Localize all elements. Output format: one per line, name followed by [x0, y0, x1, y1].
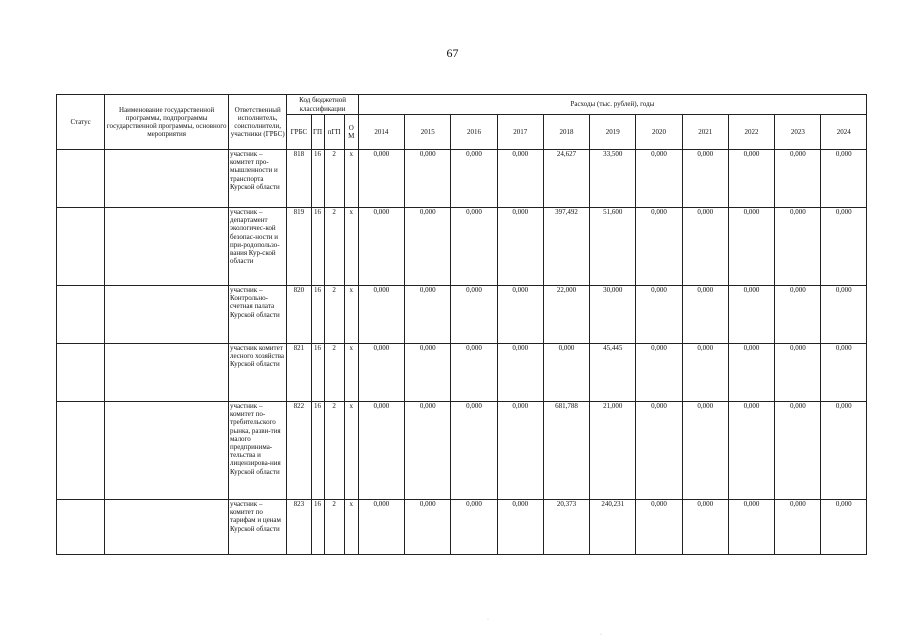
expense-cell-2014: 0,000 [358, 150, 404, 208]
scan-mark: · [600, 632, 602, 638]
grbs-cell: 821 [287, 344, 311, 402]
expense-cell-2018: 0,000 [543, 344, 589, 402]
header-expenses: Расходы (тыс. рублей), годы [358, 95, 866, 115]
pgp-cell: 2 [324, 344, 344, 402]
header-name: Наименование государственной программы, подпрограммы государственной программы, основного мероприятия [105, 95, 229, 150]
om-cell: х [344, 150, 358, 208]
om-cell: х [344, 208, 358, 286]
expense-cell-2020: 0,000 [636, 500, 682, 555]
pgp-cell: 2 [324, 286, 344, 344]
table-row [57, 344, 867, 402]
expense-cell-2016: 0,000 [451, 344, 497, 402]
expense-cell-2020: 0,000 [636, 150, 682, 208]
expense-cell-2022: 0,000 [728, 150, 774, 208]
expense-cell-2022: 0,000 [728, 402, 774, 500]
gp-cell: 16 [311, 286, 324, 344]
expense-cell-2020: 0,000 [636, 208, 682, 286]
expense-cell-2023: 0,000 [775, 286, 821, 344]
pgp-cell: 2 [324, 500, 344, 555]
expense-cell-2018: 20,373 [543, 500, 589, 555]
expense-cell-2014: 0,000 [358, 208, 404, 286]
header-year-2024: 2024 [821, 115, 867, 150]
expense-cell-2023: 0,000 [775, 344, 821, 402]
expense-cell-2020: 0,000 [636, 402, 682, 500]
expense-cell-2016: 0,000 [451, 286, 497, 344]
expense-cell-2018: 681,788 [543, 402, 589, 500]
expense-cell-2016: 0,000 [451, 208, 497, 286]
expense-cell-2018: 397,492 [543, 208, 589, 286]
expense-cell-2022: 0,000 [728, 286, 774, 344]
status-cell [57, 344, 105, 402]
expense-cell-2021: 0,000 [682, 500, 728, 555]
executor-cell: участник – Контрольно-счетная палата Курской области [229, 286, 287, 344]
expense-cell-2021: 0,000 [682, 150, 728, 208]
name-cell [105, 402, 229, 500]
expense-cell-2020: 0,000 [636, 344, 682, 402]
status-cell [57, 150, 105, 208]
name-cell [105, 344, 229, 402]
status-cell [57, 286, 105, 344]
name-cell [105, 286, 229, 344]
header-year-2016: 2016 [451, 115, 497, 150]
expense-cell-2019: 240,231 [590, 500, 636, 555]
expense-cell-2015: 0,000 [405, 208, 451, 286]
table-body [57, 150, 867, 555]
gp-cell: 16 [311, 150, 324, 208]
om-cell: х [344, 500, 358, 555]
executor-cell: участник – комитет про-мышленности и транспорта Курской области [229, 150, 287, 208]
expense-cell-2017: 0,000 [497, 500, 543, 555]
header-year-2019: 2019 [590, 115, 636, 150]
expense-cell-2021: 0,000 [682, 286, 728, 344]
gp-cell: 16 [311, 344, 324, 402]
executor-cell: участник – департамент экологичес-кой безопас-ности и при-родопользо-вания Кур-ской области [229, 208, 287, 286]
expense-cell-2015: 0,000 [405, 500, 451, 555]
table-row [57, 402, 867, 500]
pgp-cell: 2 [324, 402, 344, 500]
expense-cell-2022: 0,000 [728, 344, 774, 402]
expense-cell-2023: 0,000 [775, 500, 821, 555]
expense-cell-2021: 0,000 [682, 208, 728, 286]
expense-cell-2024: 0,000 [821, 402, 867, 500]
table-row [57, 500, 867, 555]
expense-cell-2017: 0,000 [497, 402, 543, 500]
expense-cell-2015: 0,000 [405, 150, 451, 208]
expense-cell-2015: 0,000 [405, 344, 451, 402]
gp-cell: 16 [311, 208, 324, 286]
om-cell: х [344, 286, 358, 344]
gp-cell: 16 [311, 500, 324, 555]
header-year-2022: 2022 [728, 115, 774, 150]
table-row [57, 286, 867, 344]
grbs-cell: 818 [287, 150, 311, 208]
grbs-cell: 823 [287, 500, 311, 555]
pgp-cell: 2 [324, 150, 344, 208]
expense-cell-2019: 21,000 [590, 402, 636, 500]
status-cell [57, 402, 105, 500]
header-year-2017: 2017 [497, 115, 543, 150]
expense-cell-2014: 0,000 [358, 344, 404, 402]
header-status: Статус [57, 95, 105, 150]
expense-cell-2016: 0,000 [451, 402, 497, 500]
name-cell [105, 500, 229, 555]
expense-cell-2024: 0,000 [821, 286, 867, 344]
expense-cell-2017: 0,000 [497, 344, 543, 402]
expense-cell-2022: 0,000 [728, 208, 774, 286]
expense-cell-2015: 0,000 [405, 402, 451, 500]
header-year-2014: 2014 [358, 115, 404, 150]
expense-cell-2022: 0,000 [728, 500, 774, 555]
page-number: 67 [446, 46, 459, 60]
expense-cell-2014: 0,000 [358, 500, 404, 555]
expense-cell-2024: 0,000 [821, 150, 867, 208]
expense-cell-2018: 22,000 [543, 286, 589, 344]
table-row [57, 208, 867, 286]
expense-cell-2023: 0,000 [775, 150, 821, 208]
expense-cell-2023: 0,000 [775, 208, 821, 286]
expense-cell-2019: 51,600 [590, 208, 636, 286]
expense-cell-2023: 0,000 [775, 402, 821, 500]
grbs-cell: 819 [287, 208, 311, 286]
expense-cell-2024: 0,000 [821, 208, 867, 286]
executor-cell: участник комитет лесного хозяйства Курской области [229, 344, 287, 402]
expense-cell-2014: 0,000 [358, 286, 404, 344]
expense-cell-2019: 30,000 [590, 286, 636, 344]
header-year-2021: 2021 [682, 115, 728, 150]
expense-cell-2024: 0,000 [821, 500, 867, 555]
name-cell [105, 208, 229, 286]
name-cell [105, 150, 229, 208]
grbs-cell: 820 [287, 286, 311, 344]
expense-cell-2014: 0,000 [358, 402, 404, 500]
header-executor: Ответственный исполнитель, соисполнители, участники (ГРБС) [229, 95, 287, 150]
expense-cell-2015: 0,000 [405, 286, 451, 344]
om-cell: х [344, 402, 358, 500]
expense-cell-2020: 0,000 [636, 286, 682, 344]
header-grbs: ГРБС [287, 115, 311, 150]
header-year-2018: 2018 [543, 115, 589, 150]
executor-cell: участник – комитет по тарифам и ценам Курской области [229, 500, 287, 555]
expense-cell-2017: 0,000 [497, 208, 543, 286]
expense-cell-2021: 0,000 [682, 344, 728, 402]
om-cell: х [344, 344, 358, 402]
expense-cell-2018: 24,627 [543, 150, 589, 208]
expense-cell-2017: 0,000 [497, 286, 543, 344]
expense-cell-2021: 0,000 [682, 402, 728, 500]
executor-cell: участник – комитет по-требительского рынка, разви-тия малого предпринима-тельства и лицензирова-ния Курской области [229, 402, 287, 500]
header-year-2020: 2020 [636, 115, 682, 150]
header-budget-code: Код бюджетной классификации [287, 95, 358, 115]
header-om: ОМ [344, 115, 358, 150]
header-pgp: пГП [324, 115, 344, 150]
pgp-cell: 2 [324, 208, 344, 286]
expense-cell-2017: 0,000 [497, 150, 543, 208]
header-gp: ГП [311, 115, 324, 150]
expense-cell-2016: 0,000 [451, 500, 497, 555]
scan-mark: · [487, 617, 489, 623]
status-cell [57, 500, 105, 555]
table-row [57, 150, 867, 208]
status-cell [57, 208, 105, 286]
gp-cell: 16 [311, 402, 324, 500]
budget-table [56, 94, 867, 555]
expense-cell-2016: 0,000 [451, 150, 497, 208]
expense-cell-2019: 33,500 [590, 150, 636, 208]
expense-cell-2019: 45,445 [590, 344, 636, 402]
expense-cell-2024: 0,000 [821, 344, 867, 402]
grbs-cell: 822 [287, 402, 311, 500]
header-year-2023: 2023 [775, 115, 821, 150]
header-year-2015: 2015 [405, 115, 451, 150]
